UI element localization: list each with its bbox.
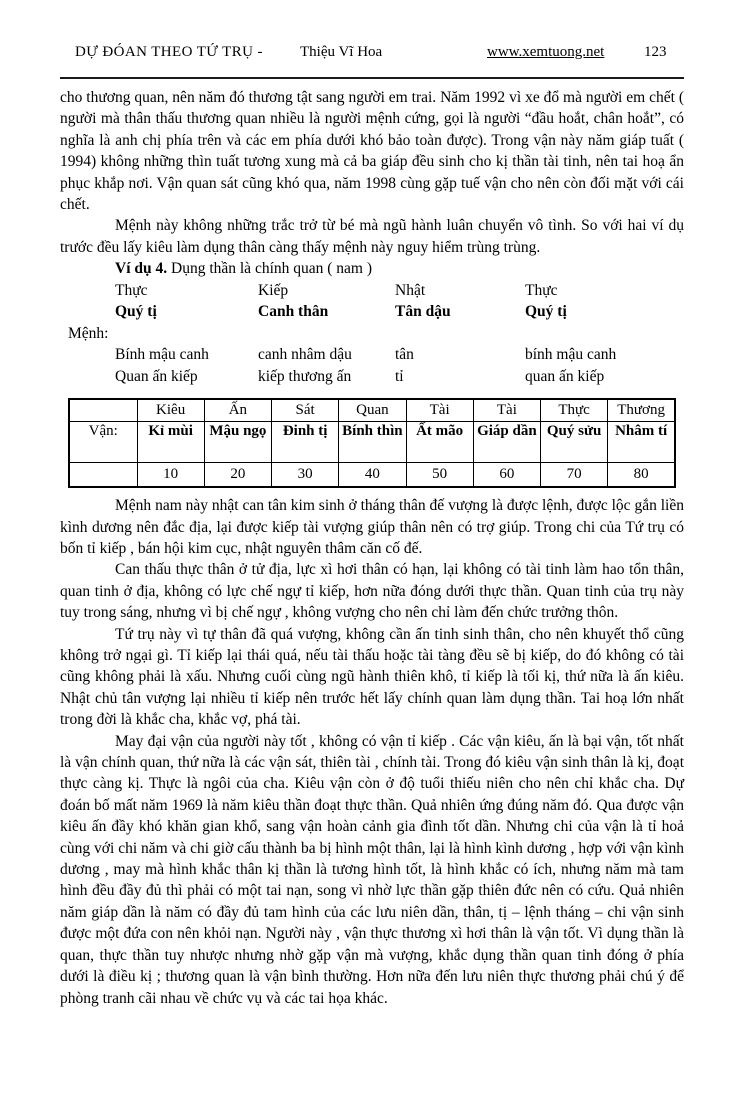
hidden-gods-row	[60, 366, 684, 388]
paragraph-2: Mệnh này không những trắc trở từ bé mà ngũ hành luân chuyển vô tình. So với hai ví dụ trước đều lấy kiêu làm dụng thân càng thấy mệnh này nguy hiểm trùng trùng.	[60, 217, 684, 256]
god-cell: Kiêu	[137, 399, 204, 422]
name-cell: Ất mão	[406, 422, 473, 463]
table-gods-row	[69, 399, 675, 422]
paragraph-5: Can thấu thực thân ở tử địa, lực xì hơi thân có hạn, lại không có tài tinh làm hao tổn thân, quan tinh ở địa, không có lực chế ngự tỉ kiếp, hơn nữa đóng dưới thực thần. Quan tinh của trụ này tuy trong sáng, nhưng vì bị chế ngự , không vượng cho nên chỉ làm đến chức trưởng thôn.	[60, 561, 684, 622]
pillar-stars-row	[60, 280, 684, 302]
name-cell: Giáp dần	[473, 422, 540, 463]
pillar-stem-day: Tân dậu	[395, 303, 451, 321]
hidden-gods-month: kiếp thương ấn	[258, 367, 352, 385]
pillar-stems-row	[60, 301, 684, 323]
example-text: Dụng thần là chính quan ( nam )	[167, 260, 373, 278]
age-empty-cell	[69, 463, 137, 488]
pillar-stem-year: Quý tị	[115, 303, 157, 321]
paragraph-6: Tứ trụ này vì tự thân đã quá vượng, không cần ấn tinh sinh thân, cho nên khuyết thổ cũng không trở ngại gì. Tỉ kiếp lại thái quá, nếu tài thấu hoặc tài tàng đều sẽ bị kiếp, do đó không có tài cũng không phải là xấu. Nhưng cuối cùng ngũ hành thiên khô, tỉ kiếp là tối kị, thứ nữa là ấn kiêu. Nhật chủ tân vượng lại nhiều tỉ kiếp nên trước hết lấy chính quan làm dụng thần. Tai hoạ lớn nhất trong đời là khắc cha, khắc vợ, phá tài.	[60, 625, 684, 729]
paragraph-1: cho thương quan, nên năm đó thương tật sang người em trai. Năm 1992 vì xe đổ mà người em chết ( người mà thân thấu thương quan nhiều là người mệnh cứng, gọi là người “đầu hoắt, chân hoắt”, có nghĩa là anh chị phía trên và các em phía dưới khó bảo toàn được). Trong vận này năm giáp tuất ( 1994) không những thìn tuất tương xung mà cả ba giáp đều sinh cho kị thần tài tinh, nên tai hoạ ẩn phục khắp nơi. Vận quan sát cũng khó qua, năm 1998 cùng gặp tuế vận cho nên còn đối mặt với cái chết.	[60, 89, 684, 214]
name-cell: Bính thìn	[339, 422, 406, 463]
page-number: 123	[644, 44, 667, 60]
name-cell: Mậu ngọ	[204, 422, 271, 463]
pillar-star-year: Thực	[115, 281, 148, 299]
pillar-star-day: Nhật	[395, 281, 426, 299]
name-cell: Nhâm tí	[608, 422, 675, 463]
table-ages-row	[69, 463, 675, 488]
age-cell: 50	[406, 463, 473, 488]
hidden-gods-hour: quan ấn kiếp	[525, 367, 605, 385]
age-cell: 60	[473, 463, 540, 488]
hidden-stems-row	[60, 344, 684, 366]
name-cell: Đinh tị	[272, 422, 339, 463]
hidden-stems-year: Bính mậu canh	[115, 346, 209, 364]
age-cell: 30	[272, 463, 339, 488]
age-cell: 80	[608, 463, 675, 488]
example-label: Ví dụ 4.	[115, 260, 168, 278]
hidden-stems-day: tân	[395, 346, 414, 364]
god-cell: Thực	[541, 399, 608, 422]
paragraph-7: May đại vận của người này tốt , không có vận tỉ kiếp . Các vận kiêu, ấn là bại vận, tốt nhất là vận chính quan, thứ nữa là các vận sát, thiên tài , chính tài. Trong đó kiêu vận sinh thân là kị, đoạt thực càng kị. Thực là ngôi của cha. Kiêu vận còn ở độ tuổi thiếu niên cho nên chỉ khắc cha. Dự đoán bố mất năm 1969 là năm kiêu thần đoạt thực thần. Quả nhiên ứng đúng năm đó. Qua được vận kiêu ấn đầy khó khăn gian khổ, sang vận hoàn cảnh gia đình tốt dần. Nhưng chi của vận là tỉ hoả cùng với chi năm và chi giờ cấu thành ba bị hình một thân, lại là hình kình dương , hợp với vận kình dương , may mà hình khắc thân kị thần là tương hình tốt, là hình khắc có ích, nhưng năm mà tam hình đều đầy đủ thì phải có một tai nạn, song vì nhờ lực thần gặp thiên đức nên có cứu. Quả nhiên năm giáp dần là năm có đầy đủ tam hình của các lưu niên dần, thân, tị – lệnh tháng – chi vận sinh được một đứa con nên khỏi nạn. Người này , vận thực thương xì hơi thân là vận tốt. Vì dụng thần là quan, thực thần tuy nhược nhưng nhờ gặp vận mà vượng, khắc dụng thần quan tinh đóng ở phía dưới là điều kị ; thương quan là vận bình thường. Hơn nữa đến lưu niên thực thương phải chú ý để phòng tranh cãi nhau về chức vụ và các tai họa khác.	[60, 732, 684, 1007]
page-header	[60, 44, 684, 79]
age-cell: 70	[541, 463, 608, 488]
luck-cycle-table	[68, 398, 676, 488]
age-cell: 10	[137, 463, 204, 488]
van-label-cell: Vận:	[69, 422, 137, 463]
table-corner-cell	[69, 399, 137, 422]
pillar-stem-month: Canh thân	[258, 303, 329, 321]
pillar-star-hour: Thực	[525, 281, 558, 299]
god-cell: Tài	[473, 399, 540, 422]
god-cell: Thương	[608, 399, 675, 422]
hidden-stems-month: canh nhâm dậu	[258, 346, 352, 364]
paragraph-4: Mệnh nam này nhật can tân kim sinh ở tháng thân đế vượng là được lệnh, được lộc gắn liền kình dương nên đắc địa, lại được kiếp tài vượng giúp thân nên có trợ giúp. Trong chi của Tứ trụ có bốn tỉ kiếp , bán hội kim cục, nhật nguyên thâm căn cố đế.	[60, 497, 684, 557]
hidden-stems-hour: bính mậu canh	[525, 346, 617, 364]
hidden-gods-year: Quan ấn kiếp	[115, 367, 198, 385]
pillar-star-month: Kiếp	[258, 281, 289, 299]
pillar-stem-hour: Quý tị	[525, 303, 567, 321]
book-page	[0, 44, 744, 1097]
example-heading	[60, 258, 684, 279]
age-cell: 40	[339, 463, 406, 488]
god-cell: Tài	[406, 399, 473, 422]
website-url: www.xemtuong.net	[487, 44, 605, 60]
menh-label: Mệnh:	[68, 324, 109, 342]
name-cell: Quý sửu	[541, 422, 608, 463]
book-title: DỰ ĐÓAN THEO TỨ TRỤ -	[75, 44, 263, 60]
god-cell: Sát	[272, 399, 339, 422]
god-cell: Ấn	[204, 399, 271, 422]
god-cell: Quan	[339, 399, 406, 422]
hidden-gods-day: tỉ	[395, 367, 404, 385]
author-name: Thiệu Vĩ Hoa	[300, 44, 383, 60]
name-cell: Kỉ mùi	[137, 422, 204, 463]
age-cell: 20	[204, 463, 271, 488]
table-names-row	[69, 422, 675, 463]
page-content	[60, 87, 684, 1009]
